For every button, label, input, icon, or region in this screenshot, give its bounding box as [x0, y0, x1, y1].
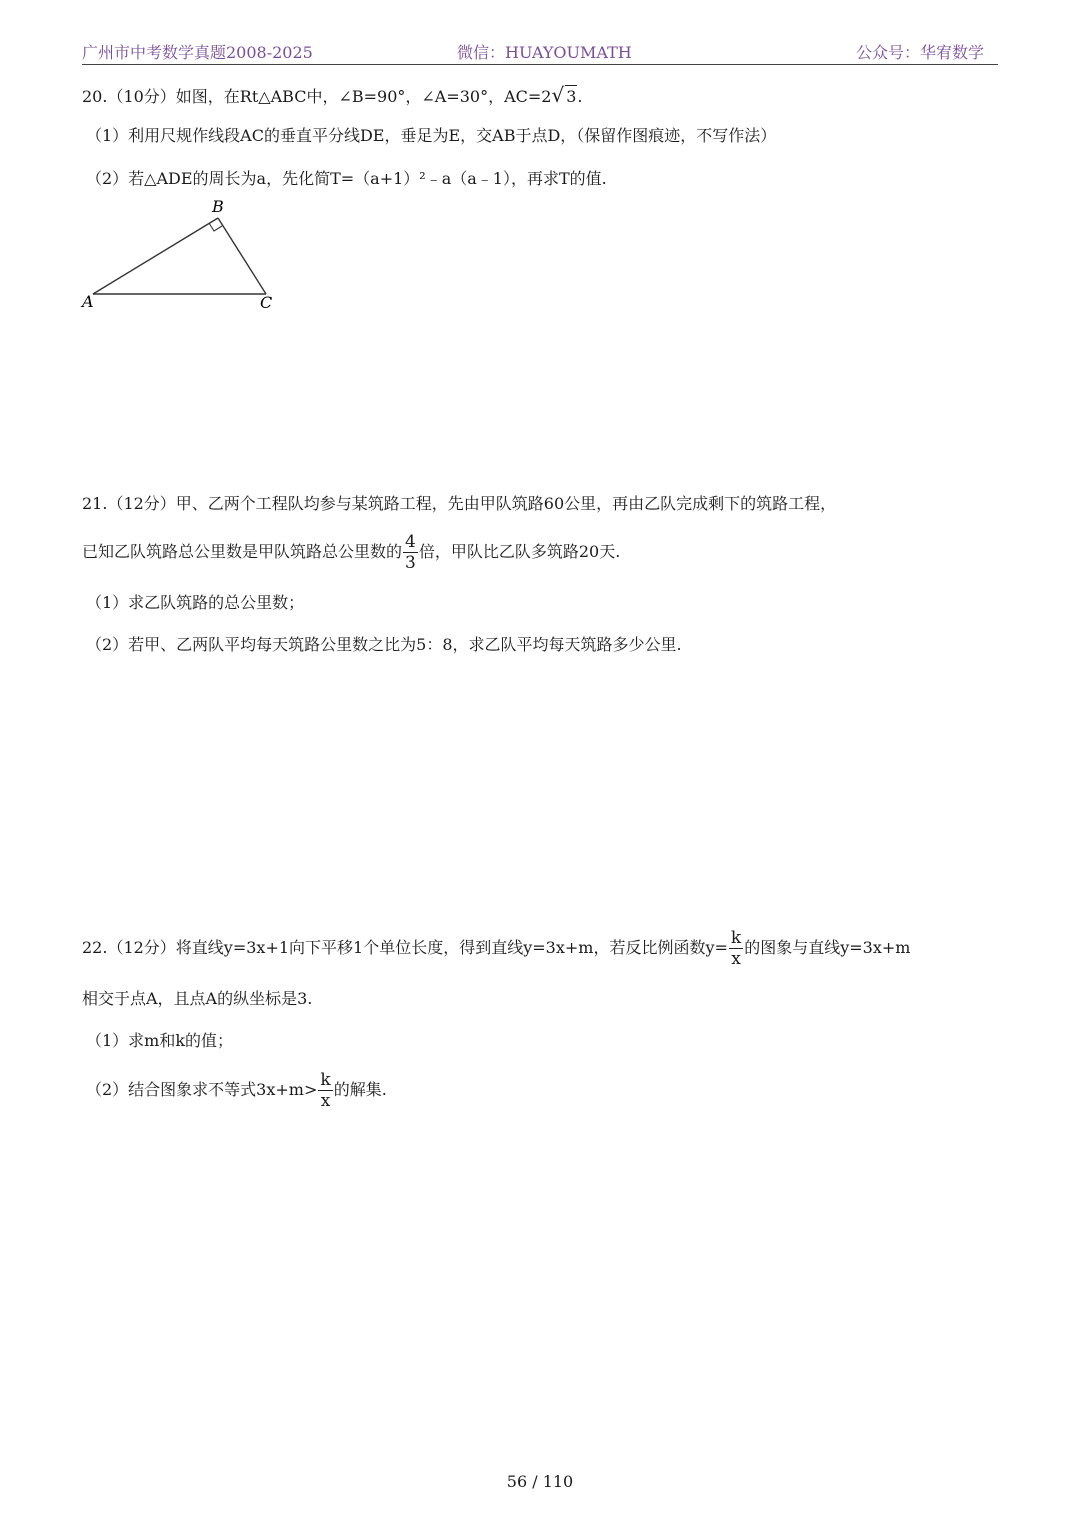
q21-line2: 已知乙队筑路总公里数是甲队筑路总公里数的 $\frac{4}{3}$ 倍，甲队比乙队多筑路20天.: [82, 531, 621, 573]
q21-part2: （2）若甲、乙两队平均每天筑路公里数之比为5：8，求乙队平均每天筑路多少公里.: [86, 635, 682, 654]
q21-line1: 21.（12分）甲、乙两个工程队均参与某筑路工程，先由甲队筑路60公里，再由乙队完成剩下的筑路工程，: [82, 494, 837, 513]
page-number: 56 / 110: [506, 1472, 574, 1491]
label-a: A: [82, 292, 94, 311]
sqrt-sign: √: [551, 83, 565, 107]
label-c: C: [260, 293, 273, 312]
q20-part2: （2）若△ADE的周长为a，先化简T=（a+1）²﹣a（a﹣1），再求T的值.: [86, 169, 607, 188]
q22-part1: （1）求m和k的值；: [86, 1031, 234, 1050]
q22-fraction: $\frac{k}{x}$: [730, 927, 742, 969]
side-ab: [93, 218, 218, 294]
q20-stem: 20.（10分）如图，在Rt△ABC中，∠B=90°，∠A=30°，AC=2√ 3.: [82, 83, 583, 107]
q21-fraction: $\frac{4}{3}$: [405, 531, 416, 573]
label-b: B: [212, 197, 224, 216]
q22-part2: （2）结合图象求不等式3x+m> $\frac{k}{x}$ 的解集.: [86, 1069, 387, 1111]
q20-part1: （1）利用尺规作线段AC的垂直平分线DE，垂足为E，交AB于点D，（保留作图痕迹，不写作法）: [86, 126, 777, 145]
triangle-figure: [78, 192, 288, 316]
page-header: [82, 36, 998, 65]
q22-line2: 相交于点A，且点A的纵坐标是3.: [82, 989, 313, 1008]
header-title: 广州市中考数学真题2008-2025: [82, 43, 313, 62]
q21-part1: （1）求乙队筑路的总公里数；: [86, 593, 305, 612]
header-account: 公众号：华宥数学: [855, 43, 984, 62]
q22-line1: 22.（12分）将直线y=3x+1向下平移1个单位长度，得到直线y=3x+m，若反比例函数y= $\frac{k}{x}$ 的图象与直线y=3x+m: [82, 927, 911, 969]
header-wechat: 微信：HUAYOUMATH: [457, 43, 632, 62]
side-bc: [218, 218, 266, 294]
sqrt-argument: 3: [566, 87, 577, 106]
q22-part2-fraction: $\frac{k}{x}$: [320, 1069, 331, 1111]
right-angle-mark: [209, 223, 222, 231]
